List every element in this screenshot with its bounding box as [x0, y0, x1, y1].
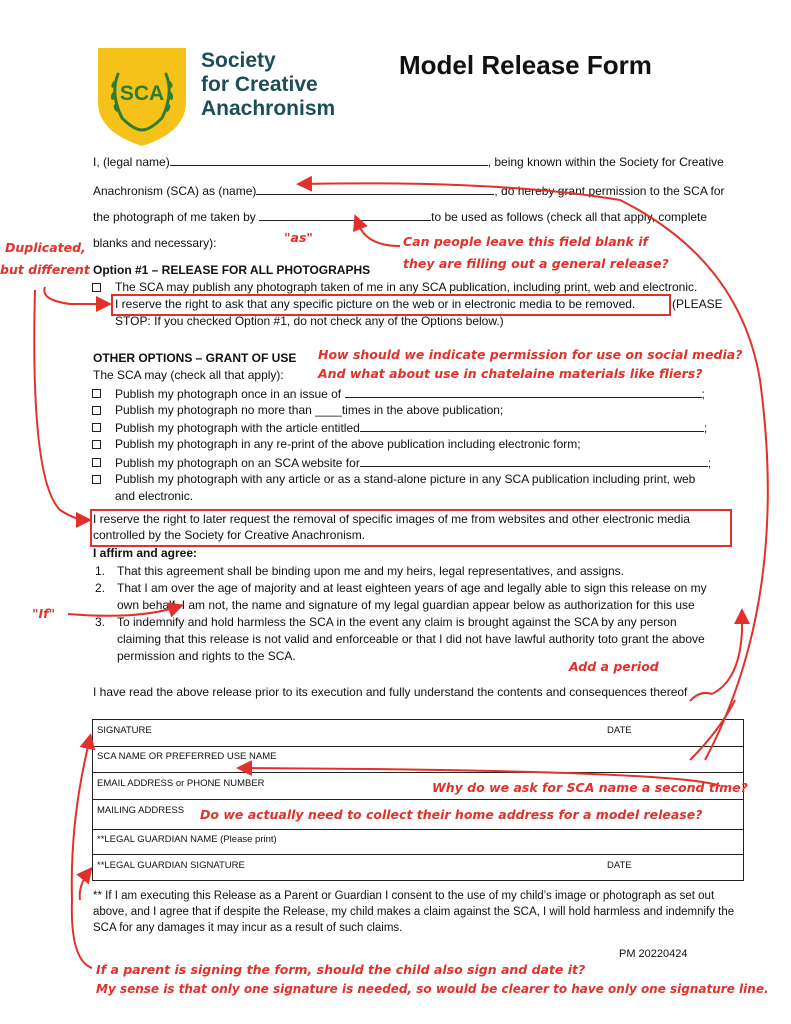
intro-line1-end: , being known within the Society for Creative	[487, 155, 724, 169]
org-name-line3: Anachronism	[201, 97, 336, 120]
guardian-date-field[interactable]: DATE	[607, 860, 632, 871]
option1-stop: STOP: If you checked Option #1, do not check any of the Options below.)	[115, 314, 504, 328]
signature-field[interactable]: SIGNATURE	[97, 725, 152, 736]
affirm-item-2a: That I am over the age of majority and at least eighteen years of age and legally able to sign this release on my	[117, 581, 707, 595]
other-options-heading: OTHER OPTIONS – GRANT OF USE	[93, 351, 297, 365]
affirm-item-1: That this agreement shall be binding upon me and my heirs, legal representatives, and assigns.	[117, 564, 624, 578]
read-acknowledgement: I have read the above release prior to its execution and fully understand the contents and consequences thereof	[93, 685, 688, 699]
note-add-period: Add a period	[569, 659, 659, 674]
note-blank-field-1: Can people leave this field blank if	[403, 234, 648, 249]
note-parent-signing-2: My sense is that only one signature is needed, so would be clearer to have only one signature line.	[96, 982, 769, 996]
intro-legal-name-label: I, (legal name)	[93, 155, 170, 169]
note-blank-field-2: they are filling out a general release?	[403, 256, 669, 271]
affirm-item-3a: To indemnify and hold harmless the SCA in the event any claim is brought against the SCA by any person	[117, 615, 677, 629]
footnote-line3: SCA for any damages it may incur as a result of such claims.	[93, 922, 403, 934]
org-name-line1: Society	[201, 49, 276, 72]
affirm-num-2: 2.	[95, 581, 106, 595]
email-phone-field[interactable]: EMAIL ADDRESS or PHONE NUMBER	[97, 778, 265, 789]
note-duplicated-2: but different	[0, 262, 90, 277]
note-if: "If"	[32, 606, 56, 621]
footnote-line1: ** If I am executing this Release as a Parent or Guardian I consent to the use of my child’s image or photograph as set out	[93, 890, 715, 902]
option-item-1-semi: ;	[701, 387, 705, 401]
footnote-line2: above, and I agree that if despite the Release, my child makes a claim against the SCA, I will hold harmless and indemnify the	[93, 906, 735, 918]
page-title: Model Release Form	[399, 50, 652, 80]
option-item-5-semi: ;	[707, 456, 712, 470]
org-name-line2: for Creative	[201, 73, 318, 96]
note-duplicated-1: Duplicated,	[5, 240, 86, 255]
option-item-6-cont: and electronic.	[115, 489, 194, 503]
intro-sca-name-label: Anachronism (SCA) as (name)	[93, 184, 257, 198]
intro-line4: blanks and necessary):	[93, 236, 217, 250]
option-item-3-label: Publish my photograph with the article entitled	[115, 421, 360, 435]
affirm-num-3: 3.	[95, 615, 106, 629]
option-item-3-semi: ;	[703, 421, 708, 435]
date-field[interactable]: DATE	[607, 725, 632, 736]
note-parent-signing-1: If a parent is signing the form, should the child also sign and date it?	[96, 962, 586, 977]
logo-text: SCA	[119, 82, 165, 105]
affirm-item-2b: own behalf. I am not, the name and signature of my legal guardian appear below as authorization for this use	[117, 598, 695, 612]
option1-heading: Option #1 – RELEASE FOR ALL PHOTOGRAPHS	[93, 263, 371, 277]
intro-line2-end: , do hereby grant permission to the SCA for	[494, 184, 725, 198]
option-item-6: Publish my photograph with any article or as a stand-alone picture in any SCA publication including print, web	[115, 472, 696, 486]
sca-name-field[interactable]: SCA NAME OR PREFERRED USE NAME	[97, 751, 277, 762]
other-reserve-line2: controlled by the Society for Creative Anachronism.	[93, 528, 366, 542]
mailing-address-field[interactable]: MAILING ADDRESS	[97, 805, 185, 816]
option1-reserve: I reserve the right to ask that any specific picture on the web or in electronic media to be removed.	[115, 297, 636, 311]
affirm-num-1: 1.	[95, 564, 106, 578]
affirm-item-3b: claiming that this release is not valid and enforceable or that I did not have lawful authority toto grant the above	[117, 632, 705, 646]
affirm-item-3c: permission and rights to the SCA.	[117, 649, 296, 663]
intro-line3-end: to be used as follows (check all that apply, complete	[431, 210, 708, 224]
intro-photographer-label: the photograph of me taken by	[93, 210, 256, 224]
note-sca-name-second-time: Why do we ask for SCA name a second time?	[432, 780, 748, 795]
option-item-1-label: Publish my photograph once in an issue of	[115, 387, 342, 401]
note-social-media-2: And what about use in chatelaine materials like fliers?	[318, 366, 703, 381]
option1-text: The SCA may publish any photograph taken of me in any SCA publication, including print, web and electronic.	[115, 280, 698, 294]
note-as: "as"	[284, 230, 313, 245]
other-reserve-line1: I reserve the right to later request the removal of specific images of me from websites and other electronic media	[93, 512, 690, 526]
note-home-address: Do we actually need to collect their home address for a model release?	[200, 807, 703, 822]
other-options-sub: The SCA may (check all that apply):	[93, 368, 284, 382]
option-item-2: Publish my photograph no more than ____times in the above publication;	[115, 403, 504, 417]
option-item-5-label: Publish my photograph on an SCA website for	[115, 456, 360, 470]
guardian-signature-field[interactable]: **LEGAL GUARDIAN SIGNATURE	[97, 860, 245, 871]
option1-please: (PLEASE	[672, 297, 723, 311]
affirm-heading: I affirm and agree:	[93, 546, 198, 560]
version-code: PM 20220424	[619, 948, 688, 960]
option-item-4: Publish my photograph in any re-print of the above publication including electronic form;	[115, 437, 581, 451]
guardian-name-field[interactable]: **LEGAL GUARDIAN NAME (Please print)	[97, 834, 277, 845]
note-social-media-1: How should we indicate permission for use on social media?	[318, 347, 743, 362]
